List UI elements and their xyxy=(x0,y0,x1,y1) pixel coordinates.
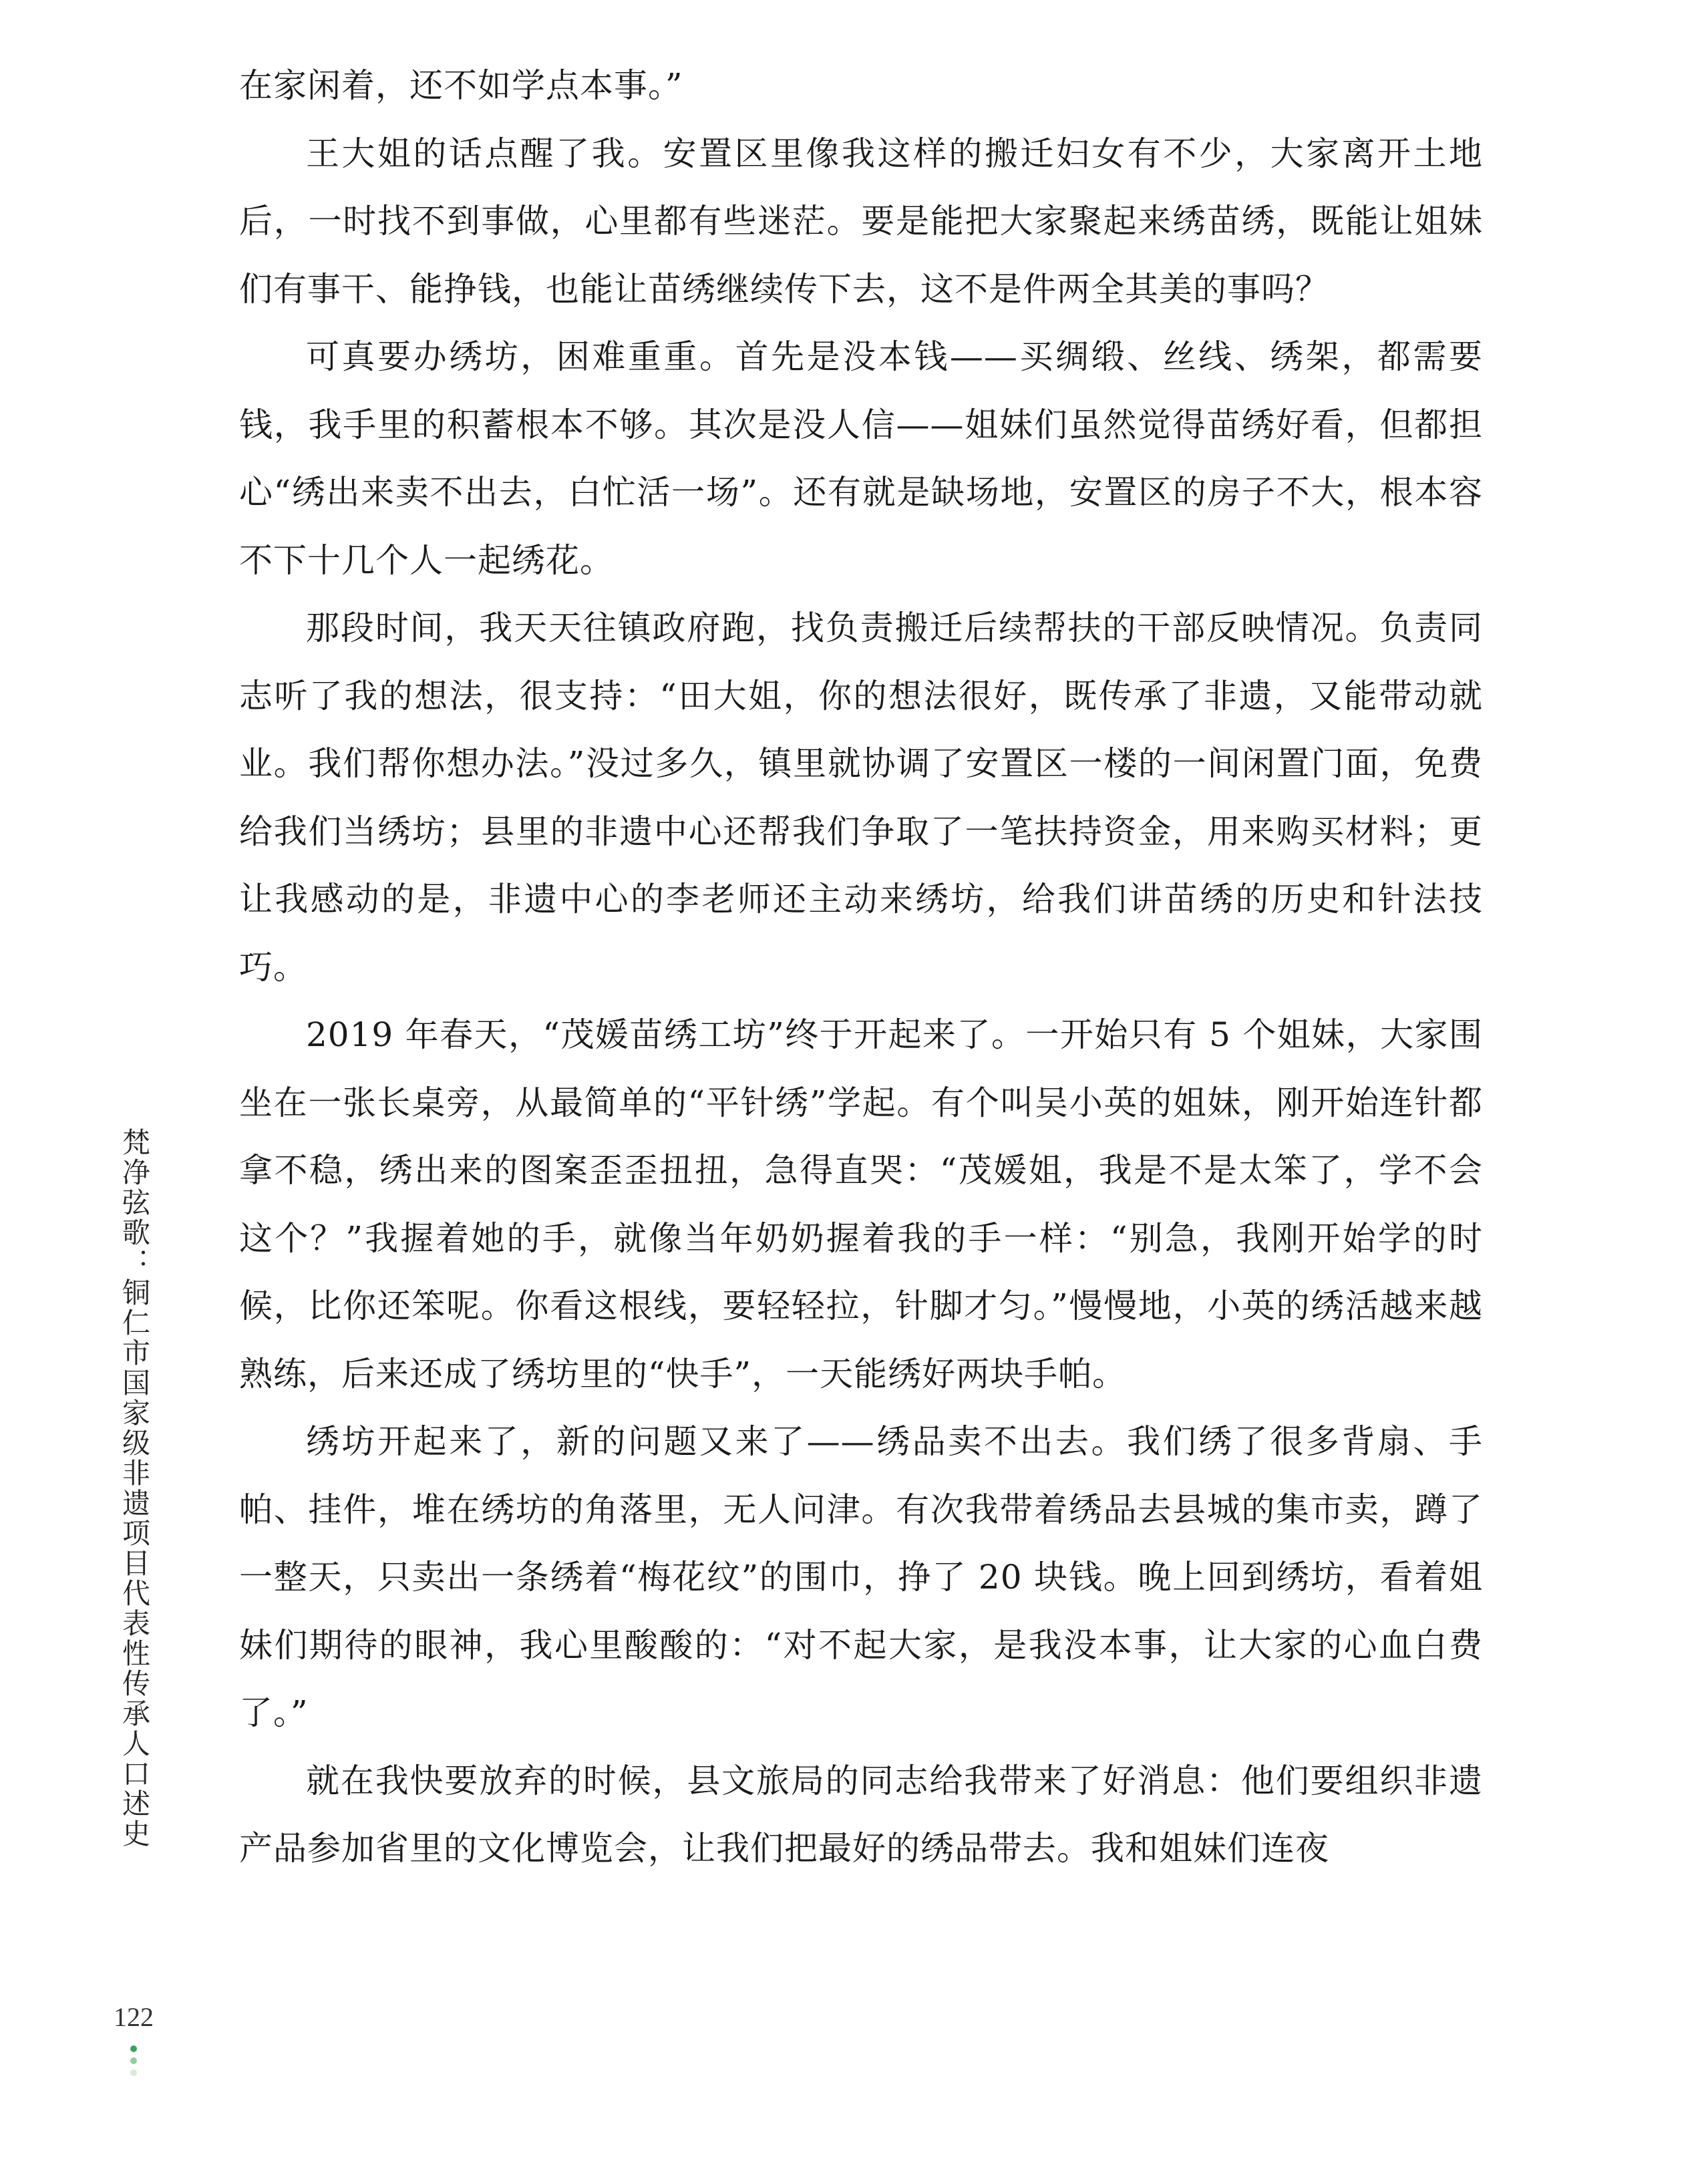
running-book-title: 梵净弦歌：铜仁市国家级非遗项目代表性传承人口述史 xyxy=(118,1128,151,1849)
paragraph: 那段时间，我天天往镇政府跑，找负责搬迁后续帮扶的干部反映情况。负责同志听了我的想法，很支持：“田大姐，你的想法很好，既传承了非遗，又能带动就业。我们帮你想办法。”没过多久，镇里就协调了安置区一楼的一间闲置门面，免费给我们当绣坊；县里的非遗中心还帮我们争取了一笔扶持资金，用来购买材料；更让我感动的是，非遗中心的李老师还主动来绣坊，给我们讲苗绣的历史和针法技巧。 xyxy=(239,609,1483,987)
ornament-dot xyxy=(130,2045,137,2052)
ornament-dot xyxy=(130,2057,137,2064)
paragraph: 可真要办绣坊，困难重重。首先是没本钱——买绸缎、丝线、绣架，都需要钱，我手里的积蓄根本不够。其次是没人信——姐妹们虽然觉得苗绣好看，但都担心“绣出来卖不出去，白忙活一场”。还有就是缺场地，安置区的房子不大，根本容不下十几个人一起绣花。 xyxy=(239,337,1483,580)
page-ornament-dots xyxy=(126,2045,141,2081)
body-text xyxy=(239,52,1483,1883)
ornament-dot xyxy=(130,2069,137,2076)
paragraph: 绣坊开起来了，新的问题又来了——绣品卖不出去。我们绣了很多背扇、手帕、挂件，堆在绣坊的角落里，无人问津。有次我带着绣品去县城的集市卖，蹲了一整天，只卖出一条绣着“梅花纹”的围巾，挣了 20 块钱。晚上回到绣坊，看着姐妹们期待的眼神，我心里酸酸的：“对不起大家，是我没本事，让大家的心血白费了。” xyxy=(239,1422,1483,1732)
page-number: 122 xyxy=(114,2002,154,2032)
paragraph: 2019 年春天，“茂媛苗绣工坊”终于开起来了。一开始只有 5 个姐妹，大家围坐在一张长桌旁，从最简单的“平针绣”学起。有个叫吴小英的姐妹，刚开始连针都拿不稳，绣出来的图案歪歪扭扭，急得直哭：“茂媛姐，我是不是太笨了，学不会这个？”我握着她的手，就像当年奶奶握着我的手一样：“别急，我刚开始学的时候，比你还笨呢。你看这根线，要轻轻拉，针脚才匀。”慢慢地，小英的绣活越来越熟练，后来还成了绣坊里的“快手”，一天能绣好两块手帕。 xyxy=(239,1015,1483,1393)
paragraph: 王大姐的话点醒了我。安置区里像我这样的搬迁妇女有不少，大家离开土地后，一时找不到事做，心里都有些迷茫。要是能把大家聚起来绣苗绣，既能让姐妹们有事干、能挣钱，也能让苗绣继续传下去，这不是件两全其美的事吗？ xyxy=(239,134,1483,309)
paragraph: 就在我快要放弃的时候，县文旅局的同志给我带来了好消息：他们要组织非遗产品参加省里的文化博览会，让我们把最好的绣品带去。我和姐妹们连夜 xyxy=(239,1761,1483,1868)
paragraph-continuation: 在家闲着，还不如学点本事。” xyxy=(239,66,683,105)
